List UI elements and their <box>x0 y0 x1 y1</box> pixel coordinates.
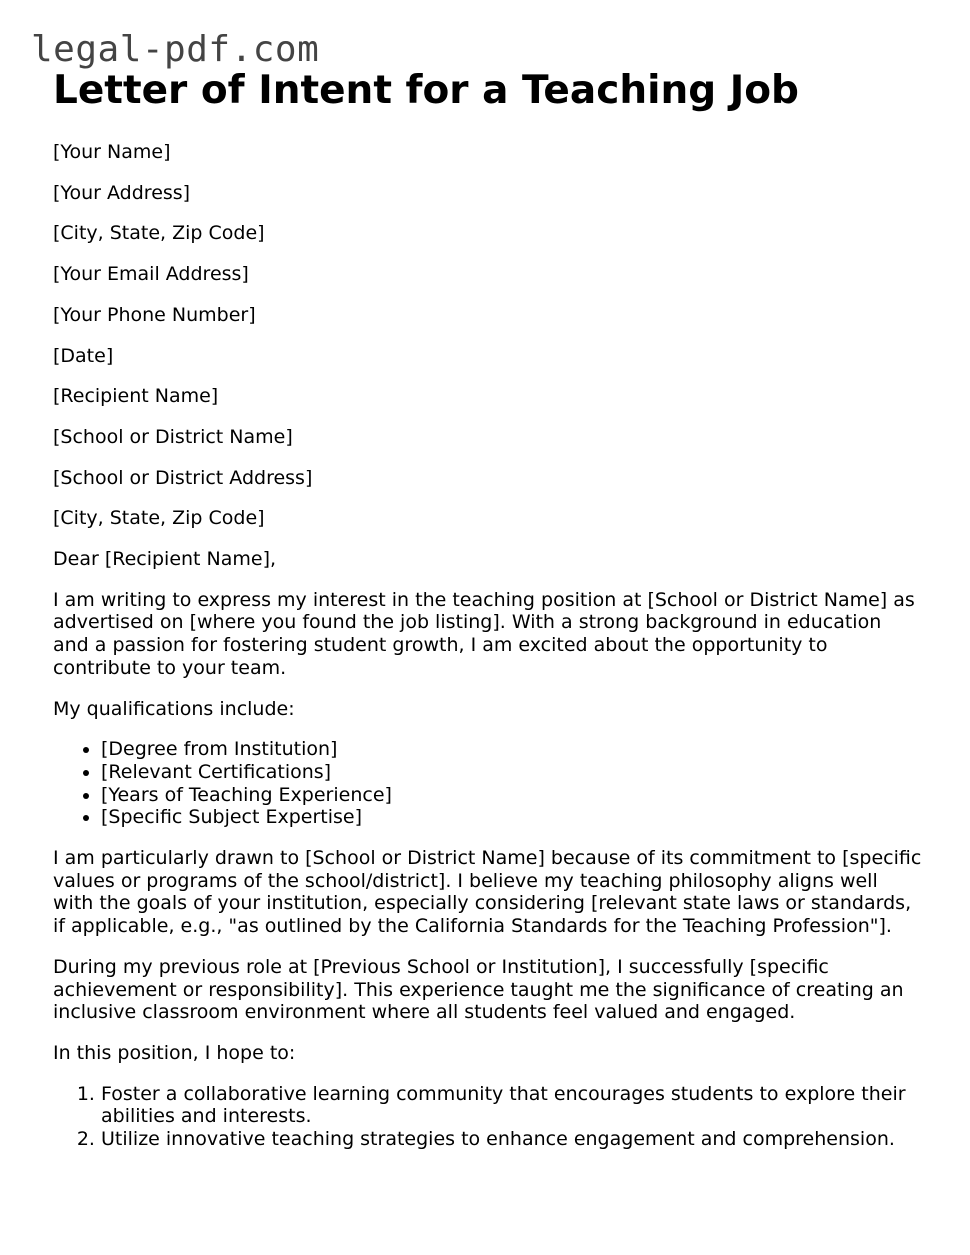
list-item: 1. Foster a collaborative learning community that encourages students to explore their abilities and interests. <box>101 1083 923 1128</box>
recipient-address: [School or District Address] <box>53 466 313 489</box>
sender-email: [Your Email Address] <box>53 263 249 286</box>
qualifications-list <box>53 738 923 829</box>
qualifications-intro: My qualifications include: <box>53 697 295 720</box>
list-item: 2. Utilize innovative teaching strategies to enhance engagement and comprehension. <box>101 1128 923 1151</box>
drawn-paragraph: I am particularly drawn to [School or District Name] because of its commitment to [specific values or programs of the school/district]. I believe my teaching philosophy aligns well with the goals of your institution, especially considering [relevant state laws or standards, if applicable, e.g., "as outlined by the California Standards for the Teaching Profession"]. <box>53 847 922 938</box>
experience-paragraph: During my previous role at [Previous School or Institution], I successfully [specific achievement or responsibility]. This experience taught me the significance of creating an inclusive classroom environment where all students feel valued and engaged. <box>53 955 904 1024</box>
recipient-school: [School or District Name] <box>53 425 293 448</box>
sender-name: [Your Name] <box>53 141 171 163</box>
intro-paragraph: I am writing to express my interest in the teaching position at [School or District Name] as advertised on [where you found the job listing]. With a strong background in education and a passion for fostering student growth, I am excited about the opportunity to contribute to your team. <box>53 588 915 679</box>
letter-date: [Date] <box>53 344 114 367</box>
recipient-city-state-zip: [City, State, Zip Code] <box>53 507 265 530</box>
list-item: • [Specific Subject Expertise] <box>101 806 923 829</box>
sender-address: [Your Address] <box>53 181 191 204</box>
salutation: Dear [Recipient Name], <box>53 548 277 571</box>
list-item: • [Relevant Certifications] <box>101 761 923 784</box>
page-title: Letter of Intent for a Teaching Job <box>53 68 799 113</box>
sender-phone: [Your Phone Number] <box>53 303 256 326</box>
goals-intro: In this position, I hope to: <box>53 1041 296 1064</box>
list-item: • [Years of Teaching Experience] <box>101 784 923 807</box>
list-item: • [Degree from Institution] <box>101 738 923 761</box>
letter-body <box>53 66 923 1169</box>
sender-city-state-zip: [City, State, Zip Code] <box>53 222 265 245</box>
goals-list <box>53 1083 923 1151</box>
recipient-name: [Recipient Name] <box>53 385 219 408</box>
watermark-logo: legal-pdf.com <box>31 29 320 70</box>
